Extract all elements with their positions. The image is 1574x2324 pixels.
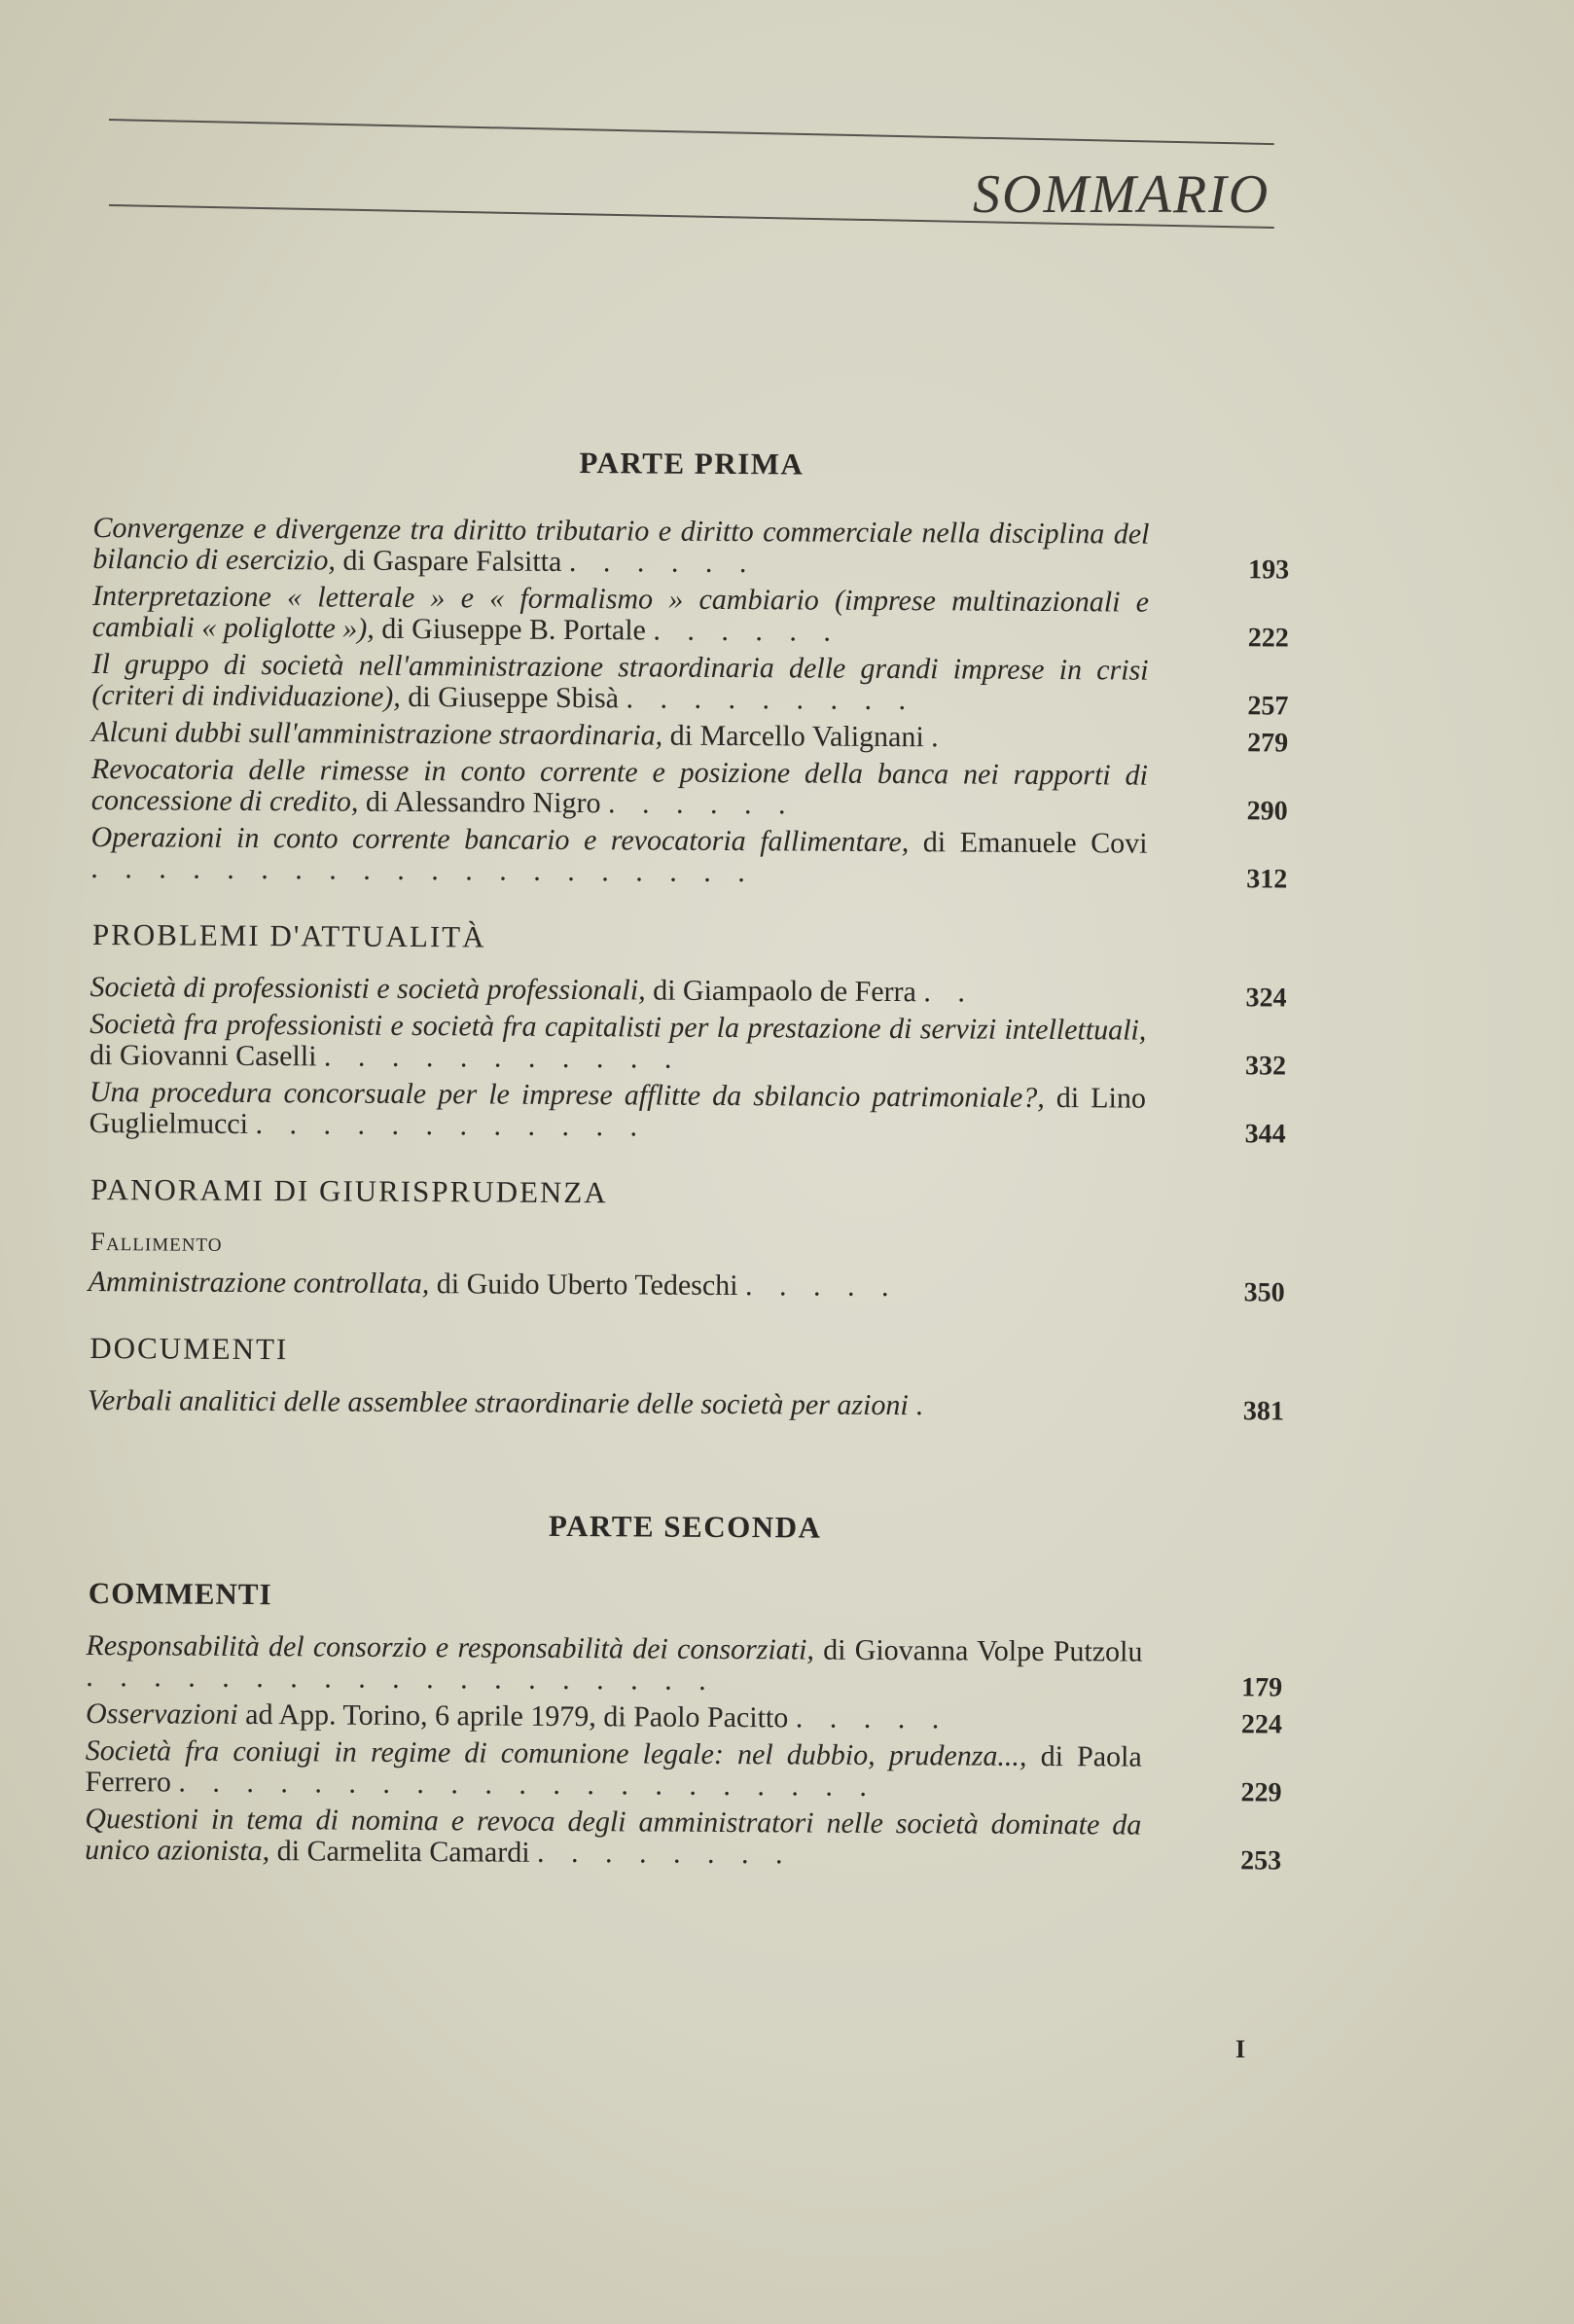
toc-entry-title: Osservazioni: [85, 1697, 238, 1731]
page-title: SOMMARIO: [973, 164, 1270, 225]
toc-entry-author: di Giuseppe B. Portale: [381, 612, 647, 647]
documenti-heading: DOCUMENTI: [89, 1330, 289, 1367]
table-of-contents: [85, 443, 1290, 1878]
commenti-heading: COMMENTI: [88, 1575, 272, 1612]
toc-entry-page-number: 222: [1247, 623, 1289, 654]
toc-entry: [92, 511, 1290, 586]
toc-entry-page-number: 324: [1245, 983, 1287, 1014]
commenti-entries: [85, 1628, 1283, 1877]
toc-entry-leader-dots: . . . . .: [795, 1701, 949, 1735]
toc-entry-author: di Marcello Valignani: [669, 719, 924, 754]
toc-entry: [90, 752, 1288, 827]
toc-entry-text: [86, 1630, 1142, 1699]
toc-entry-page-number: 179: [1241, 1672, 1283, 1703]
toc-entry-title: Una procedura concorsuale per le imprese afflitte da sbilancio patrimoniale?,: [89, 1075, 1045, 1114]
toc-entry-page-number: 312: [1246, 864, 1288, 895]
part-two-heading: PARTE SECONDA: [548, 1508, 822, 1545]
toc-entry-author: di Giuseppe Sbisà: [408, 680, 620, 715]
toc-entry-title: Interpretazione « letterale » e « formalismo » cambiario (imprese multinazionali e cambiali « poliglotte »),: [91, 579, 1150, 645]
toc-entry-text: [91, 717, 1148, 755]
toc-entry-leader-dots: . . . . . . . . . . .: [323, 1040, 682, 1075]
toc-entry-leader-dots: . . . . . . . . . . . .: [255, 1108, 648, 1143]
toc-entry-author: ad App. Torino, 6 aprile 1979, di Paolo Pacitto: [245, 1698, 789, 1734]
toc-entry: [87, 1383, 1285, 1427]
toc-entry-page-number: 224: [1240, 1709, 1283, 1740]
toc-entry-title: Operazioni in conto corrente bancario e revocatoria fallimentare,: [90, 820, 910, 859]
toc-entry: [91, 715, 1289, 759]
toc-entry: [90, 820, 1288, 895]
toc-entry-text: [92, 581, 1149, 650]
toc-entry-leader-dots: .: [931, 721, 948, 754]
toc-entry-page-number: 381: [1242, 1396, 1285, 1427]
toc-entry-title: Società fra professionisti e società fra capitalisti per la prestazione di servizi intellettuali,: [89, 1007, 1147, 1047]
toc-entry-page-number: 257: [1247, 691, 1289, 722]
toc-entry-text: [88, 1385, 1144, 1423]
toc-entry-page-number: 332: [1245, 1051, 1287, 1082]
toc-entry-title: Convergenze e divergenze tra diritto tributario e diritto commerciale nella disciplina del bilancio di esercizio,: [92, 511, 1150, 577]
toc-entry-leader-dots: . . . . . . . . . . . . . . . . . . .: [86, 1660, 716, 1697]
toc-entry: [89, 970, 1287, 1014]
toc-entry-author: di Giampaolo de Ferra: [653, 974, 916, 1009]
toc-entry-title: Revocatoria delle rimesse in conto corrente e posizione della banca nei rapporti di concessione di credito,: [90, 752, 1149, 818]
toc-entry-author: di Guido Uberto Tedeschi: [436, 1268, 738, 1303]
toc-entry: [85, 1735, 1281, 1806]
toc-entry-text: [85, 1735, 1141, 1805]
toc-entry-title: Il gruppo di società nell'amministrazione straordinaria delle grandi imprese in crisi (criteri di individuazione),: [91, 647, 1149, 713]
panorami-heading: PANORAMI DI GIURISPRUDENZA: [90, 1171, 608, 1210]
toc-entry: [88, 1265, 1285, 1308]
toc-entry-author: di Giovanni Caselli: [89, 1038, 317, 1073]
toc-entry-title: Società fra coniugi in regime di comunione legale: nel dubbio, prudenza...,: [85, 1734, 1027, 1772]
toc-entry-title: Società di professionisti e società professionali,: [89, 970, 646, 1007]
toc-entry-text: [92, 513, 1149, 582]
toc-entry-page-number: 290: [1246, 796, 1288, 827]
toc-entry-text: [85, 1804, 1141, 1873]
toc-entry-leader-dots: . . . . . .: [568, 545, 757, 580]
toc-entry: [85, 1697, 1283, 1740]
toc-entry-author: di Paola Ferrero: [85, 1739, 1142, 1799]
toc-entry: [86, 1628, 1283, 1703]
toc-entry-text: [90, 822, 1147, 891]
toc-entry-leader-dots: . . . . . .: [653, 614, 841, 648]
panorami-entries: [88, 1265, 1285, 1308]
toc-entry-text: [89, 1267, 1145, 1305]
toc-entry-text: [89, 1009, 1146, 1078]
toc-entry-author: di Giovanna Volpe Putzolu: [823, 1633, 1143, 1668]
toc-entry: [91, 579, 1289, 654]
toc-entry-author: di Alessandro Nigro: [365, 785, 601, 820]
toc-entry: [91, 647, 1289, 722]
toc-entry-leader-dots: . . . . . . . . . . . . . . . . . . . .: [90, 851, 755, 889]
header-rule-top: [109, 119, 1274, 145]
toc-entry-page-number: 253: [1240, 1845, 1282, 1877]
toc-entry-leader-dots: . . . . .: [744, 1269, 899, 1304]
toc-entry-author: di Lino Guglielmucci: [89, 1082, 1147, 1140]
toc-entry-page-number: 344: [1244, 1119, 1286, 1150]
toc-entry-title: Responsabilità del consorzio e responsabilità dei consorziati,: [86, 1628, 815, 1666]
part-one-entries: [90, 511, 1290, 895]
toc-entry-leader-dots: .: [915, 1389, 933, 1422]
toc-entry: [89, 1007, 1287, 1082]
toc-entry-leader-dots: . . . . . . . .: [536, 1836, 793, 1871]
toc-entry-text: [91, 649, 1148, 718]
toc-entry-page-number: 193: [1248, 554, 1290, 586]
toc-entry-text: [86, 1698, 1142, 1736]
toc-entry-text: [89, 972, 1146, 1010]
toc-entry-leader-dots: . .: [923, 976, 975, 1009]
page-folio: I: [1235, 2035, 1246, 2063]
toc-entry: [85, 1802, 1282, 1877]
toc-entry-title: Alcuni dubbi sull'amministrazione straordinaria,: [91, 715, 663, 752]
toc-entry-title: Verbali analitici delle assemblee straordinarie delle società per azioni: [87, 1383, 909, 1422]
toc-entry-text: [91, 754, 1148, 823]
toc-entry-author: di Gaspare Falsitta: [342, 544, 562, 578]
documenti-entries: [87, 1383, 1285, 1427]
toc-entry-leader-dots: . . . . . .: [607, 787, 796, 821]
part-one-heading: PARTE PRIMA: [579, 446, 805, 482]
fallimento-subheading: Fallimento: [89, 1226, 223, 1257]
toc-entry-page-number: 279: [1247, 728, 1289, 759]
toc-entry-page-number: 229: [1240, 1777, 1282, 1808]
toc-entry: [89, 1075, 1286, 1150]
toc-entry-text: [89, 1077, 1146, 1146]
problemi-entries: [89, 970, 1287, 1150]
toc-entry-title: Questioni in tema di nomina e revoca degli amministratori nelle società dominate da unico azionista,: [85, 1802, 1142, 1868]
toc-entry-leader-dots: . . . . . . . . . . . . . . . . . . . . .: [178, 1766, 876, 1803]
toc-entry-leader-dots: . . . . . . . . .: [626, 682, 916, 717]
toc-entry-author: di Emanuele Covi: [922, 826, 1148, 860]
problemi-heading: PROBLEMI D'ATTUALITÀ: [91, 917, 486, 954]
toc-entry-title: Amministrazione controllata,: [88, 1265, 430, 1301]
toc-entry-author: di Carmelita Camardi: [276, 1835, 530, 1869]
toc-entry-page-number: 350: [1243, 1277, 1285, 1308]
